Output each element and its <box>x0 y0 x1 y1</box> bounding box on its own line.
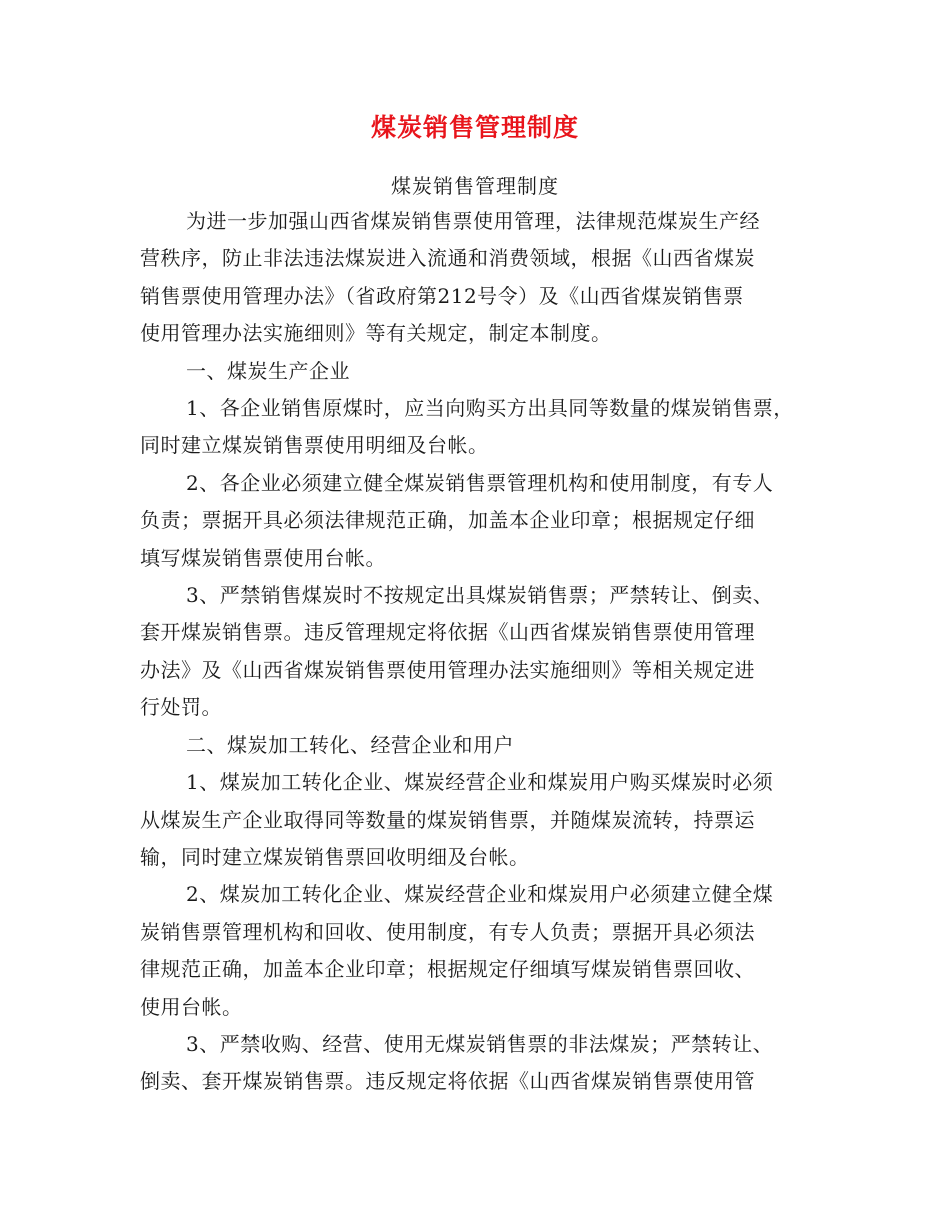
text-line: 二、煤炭加工转化、经营企业和用户 <box>186 732 514 757</box>
text-line: 从煤炭生产企业取得同等数量的煤炭销售票，并随煤炭流转，持票运 <box>140 807 755 832</box>
text-line: 使用管理办法实施细则》等有关规定，制定本制度。 <box>140 321 612 346</box>
document-title: 煤炭销售管理制度 <box>370 113 579 142</box>
text-line: 行处罚。 <box>140 695 222 720</box>
text-line: 办法》及《山西省煤炭销售票使用管理办法实施细则》等相关规定进 <box>140 657 755 682</box>
text-line: 营秩序，防止非法违法煤炭进入流通和消费领域，根据《山西省煤炭 <box>140 246 755 271</box>
text-line: 一、煤炭生产企业 <box>186 358 350 383</box>
text-line: 套开煤炭销售票。违反管理规定将依据《山西省煤炭销售票使用管理 <box>140 620 755 645</box>
document-subtitle: 煤炭销售管理制度 <box>391 174 559 198</box>
text-line: 2、煤炭加工转化企业、煤炭经营企业和煤炭用户必须建立健全煤 <box>186 882 774 907</box>
text-line: 使用台帐。 <box>140 994 243 1019</box>
text-line: 3、严禁收购、经营、使用无煤炭销售票的非法煤炭；严禁转让、 <box>186 1031 774 1056</box>
text-line: 炭销售票管理机构和回收、使用制度，有专人负责；票据开具必须法 <box>140 919 755 944</box>
text-line: 同时建立煤炭销售票使用明细及台帐。 <box>140 433 489 458</box>
text-line: 2、各企业必须建立健全煤炭销售票管理机构和使用制度，有专人 <box>186 470 774 495</box>
text-line: 1、煤炭加工转化企业、煤炭经营企业和煤炭用户购买煤炭时必须 <box>186 770 774 795</box>
text-line: 为进一步加强山西省煤炭销售票使用管理，法律规范煤炭生产经 <box>186 209 760 233</box>
text-line: 3、严禁销售煤炭时不按规定出具煤炭销售票；严禁转让、倒卖、 <box>186 583 774 608</box>
text-line: 倒卖、套开煤炭销售票。违反规定将依据《山西省煤炭销售票使用管 <box>140 1069 755 1094</box>
text-line: 输，同时建立煤炭销售票回收明细及台帐。 <box>140 844 530 869</box>
text-line: 填写煤炭销售票使用台帐。 <box>140 545 386 570</box>
text-line: 负责；票据开具必须法律规范正确，加盖本企业印章；根据规定仔细 <box>140 508 755 533</box>
text-line: 销售票使用管理办法》（省政府第212号令）及《山西省煤炭销售票 <box>140 283 744 308</box>
text-line: 律规范正确，加盖本企业印章；根据规定仔细填写煤炭销售票回收、 <box>140 957 755 982</box>
text-line: 1、各企业销售原煤时，应当向购买方出具同等数量的煤炭销售票， <box>186 396 794 421</box>
document-body <box>140 203 820 1101</box>
